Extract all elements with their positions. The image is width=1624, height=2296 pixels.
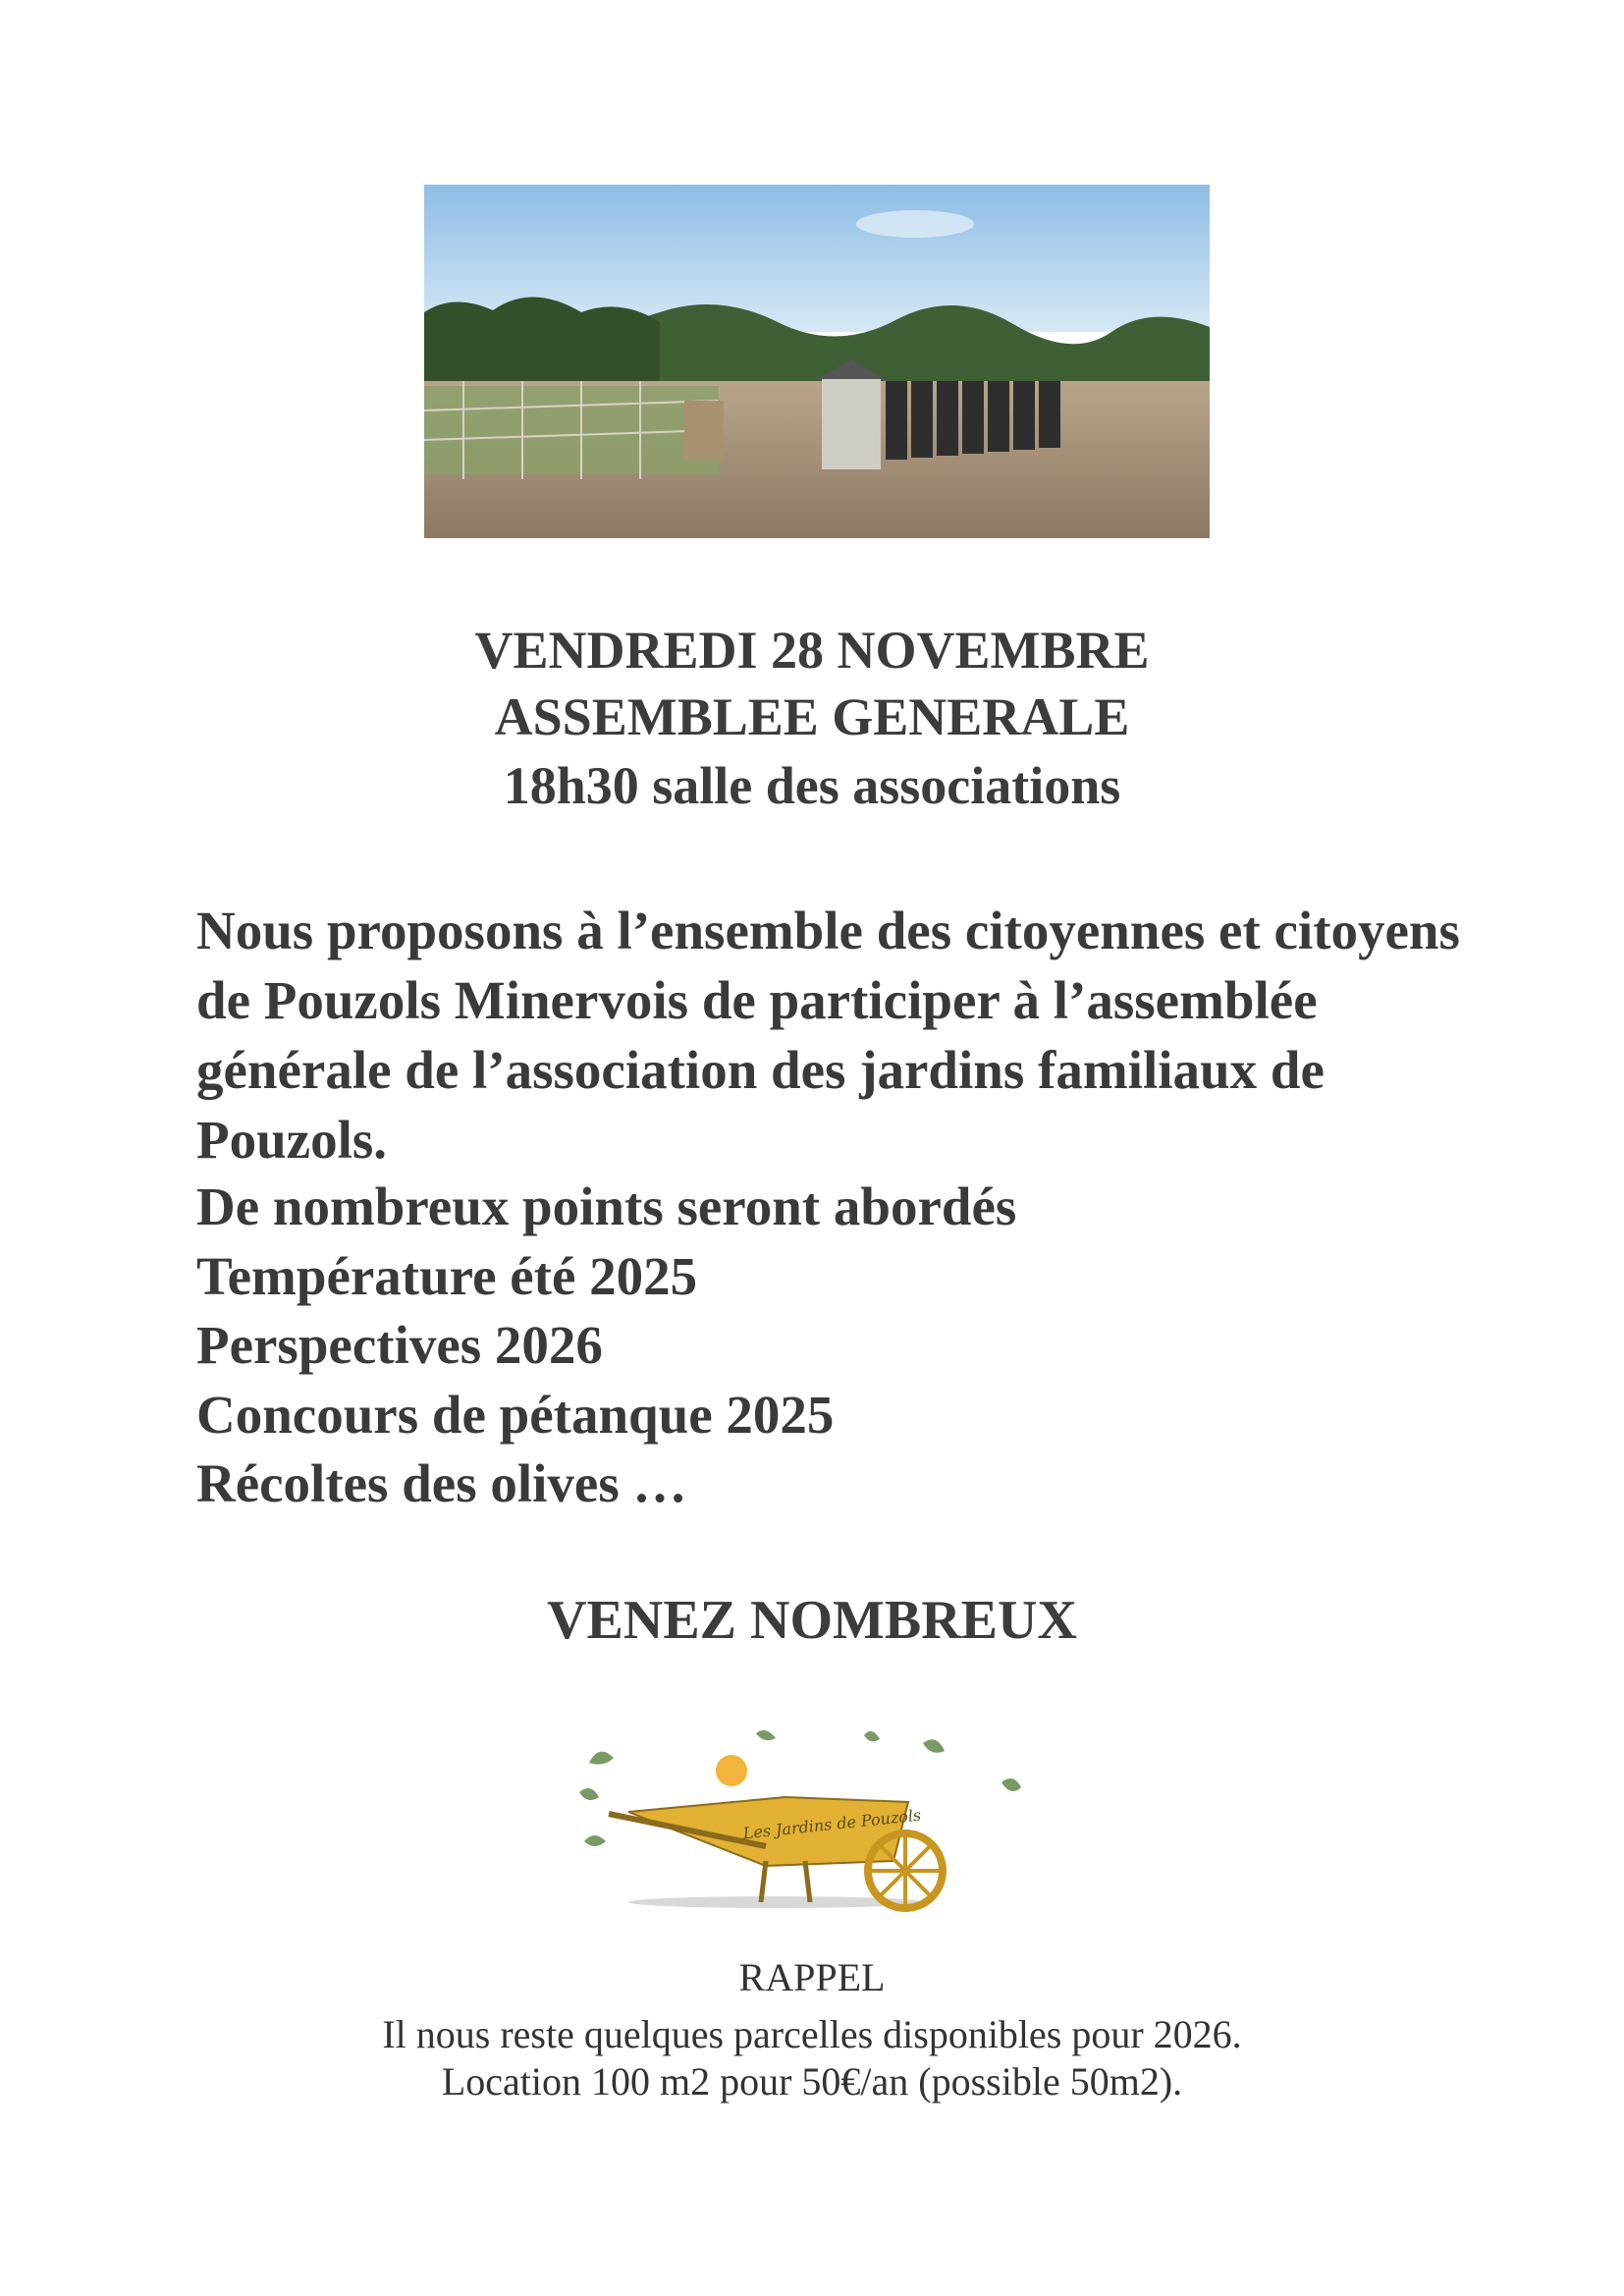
rappel-title: RAPPEL xyxy=(738,1955,886,1999)
topic-list xyxy=(196,1173,1016,1519)
wheelbarrow-logo xyxy=(569,1723,1060,1920)
intro-text: Nous proposons à l’ensemble des citoyennes et citoyens de Pouzols Minervois de participer à l’assemblée générale de l’association des jardins familiaux de Pouzols. xyxy=(196,901,1460,1170)
event-title: ASSEMBLEE GENERALE xyxy=(494,687,1130,746)
event-date: VENDREDI 28 NOVEMBRE xyxy=(474,621,1150,680)
rappel-line-2: Location 100 m2 pour 50€/an (possible 50m2). xyxy=(441,2059,1183,2104)
rappel-line-1: Il nous reste quelques parcelles disponibles pour 2026. xyxy=(382,2012,1242,2056)
garden-photo xyxy=(424,185,1210,538)
topic-item: Récoltes des olives … xyxy=(196,1453,687,1513)
event-time-place: 18h30 salle des associations xyxy=(503,756,1121,815)
logo-text: Les Jardins de Pouzols xyxy=(741,1805,923,1843)
topic-item: De nombreux points seront abordés xyxy=(196,1176,1017,1236)
call-to-action: VENEZ NOMBREUX xyxy=(547,1590,1077,1651)
topic-item: Perspectives 2026 xyxy=(196,1315,603,1375)
intro-paragraph xyxy=(196,896,1473,1175)
topic-item: Concours de pétanque 2025 xyxy=(196,1384,835,1445)
topic-item: Température été 2025 xyxy=(196,1245,698,1306)
